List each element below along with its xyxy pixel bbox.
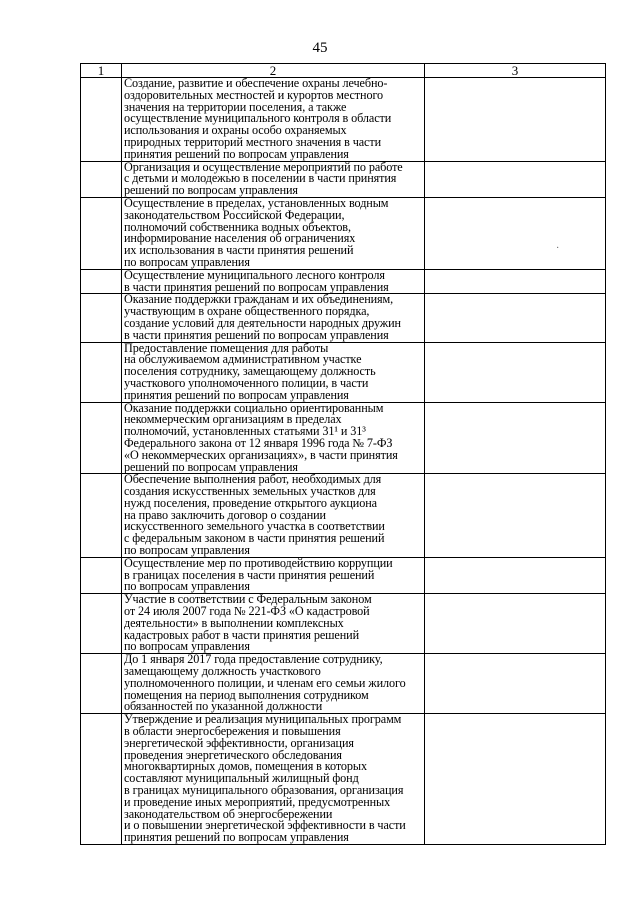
row-col-3: [425, 294, 606, 342]
row-col-3: [425, 654, 606, 714]
row-col-1: [81, 197, 122, 269]
table-row: [81, 197, 606, 269]
row-description: Организация и осуществление мероприятий по работе с детьми и молодежью в поселении в части принятия решений по вопросам управления: [122, 161, 425, 197]
row-col-3: [425, 474, 606, 558]
row-description: Обеспечение выполнения работ, необходимых для создания искусственных земельных участков для нужд поселения, проведение открытого аукциона на право заключить договор о создании искусственного земельного участка в соответствии с федеральным законом в части принятия решений по вопросам управления: [122, 474, 425, 558]
row-col-1: [81, 474, 122, 558]
row-description: Осуществление муниципального лесного контроля в части принятия решений по вопросам управления: [122, 269, 425, 294]
row-description: Участие в соответствии с Федеральным законом от 24 июля 2007 года № 221-ФЗ «О кадастровой деятельности» в выполнении комплексных кадастровых работ в части принятия решений по вопросам управления: [122, 594, 425, 654]
row-description: Утверждение и реализация муниципальных программ в области энергосбережения и повышения энергетической эффективности, организация проведения энергетического обследования многоквартирных домов, помещения в которых составляют муниципальный жилищный фонд в границах муниципального образования, организация и проведение иных мероприятий, предусмотренных законодательством об энергосбережении и о повышении энергетической эффективности в части принятия решений по вопросам управления: [122, 714, 425, 845]
row-col-1: [81, 342, 122, 402]
table-row: [81, 594, 606, 654]
table-row: [81, 342, 606, 402]
row-col-1: [81, 654, 122, 714]
stray-mark: ·: [556, 243, 560, 254]
row-col-1: [81, 294, 122, 342]
table-row: [81, 78, 606, 162]
row-description: Предоставление помещения для работы на обслуживаемом административном участке поселения сотруднику, замещающему должность участкового уполномоченного полиции, в части принятия решений по вопросам управления: [122, 342, 425, 402]
row-col-3: [425, 161, 606, 197]
row-description: До 1 января 2017 года предоставление сотруднику, замещающему должность участкового уполномоченного полиции, и членам его семьи жилого помещения на период выполнения сотрудником обязанностей по указанной должности: [122, 654, 425, 714]
row-col-1: [81, 161, 122, 197]
table-row: [81, 714, 606, 845]
row-col-3: [425, 342, 606, 402]
table-row: [81, 654, 606, 714]
row-col-1: [81, 269, 122, 294]
header-col-1: 1: [81, 64, 122, 78]
row-col-3: [425, 594, 606, 654]
row-description: Оказание поддержки гражданам и их объединениям, участвующим в охране общественного порядка, создание условий для деятельности народных дружин в части принятия решений по вопросам управления: [122, 294, 425, 342]
table-row: [81, 294, 606, 342]
table-row: [81, 161, 606, 197]
table-row: [81, 557, 606, 593]
row-col-1: [81, 557, 122, 593]
row-col-1: [81, 594, 122, 654]
header-col-3: 3: [425, 64, 606, 78]
powers-table: [80, 63, 606, 845]
header-col-2: 2: [122, 64, 425, 78]
table-row: [81, 269, 606, 294]
row-col-3: [425, 269, 606, 294]
row-description: Создание, развитие и обеспечение охраны лечебно- оздоровительных местностей и курортов местного значения на территории поселения, а также осуществление муниципального контроля в области использования и охраны особо охраняемых природных территорий местного значения в части принятия решений по вопросам управления: [122, 78, 425, 162]
row-description: Оказание поддержки социально ориентированным некоммерческим организациям в пределах полномочий, установленных статьями 31¹ и 31³ Федерального закона от 12 января 1996 года № 7-ФЗ «О некоммерческих организациях», в части принятия решений по вопросам управления: [122, 402, 425, 474]
row-col-1: [81, 714, 122, 845]
row-col-3: [425, 557, 606, 593]
table-row: [81, 402, 606, 474]
row-description: Осуществление мер по противодействию коррупции в границах поселения в части принятия решений по вопросам управления: [122, 557, 425, 593]
row-description: Осуществление в пределах, установленных водным законодательством Российской Федерации, полномочий собственника водных объектов, информирование населения об ограничениях их использования в части принятия решений по вопросам управления: [122, 197, 425, 269]
row-col-1: [81, 78, 122, 162]
row-col-3: [425, 714, 606, 845]
row-col-3: [425, 78, 606, 162]
row-col-3: [425, 197, 606, 269]
table-row: [81, 474, 606, 558]
page-number: 45: [312, 40, 328, 56]
row-col-1: [81, 402, 122, 474]
row-col-3: [425, 402, 606, 474]
